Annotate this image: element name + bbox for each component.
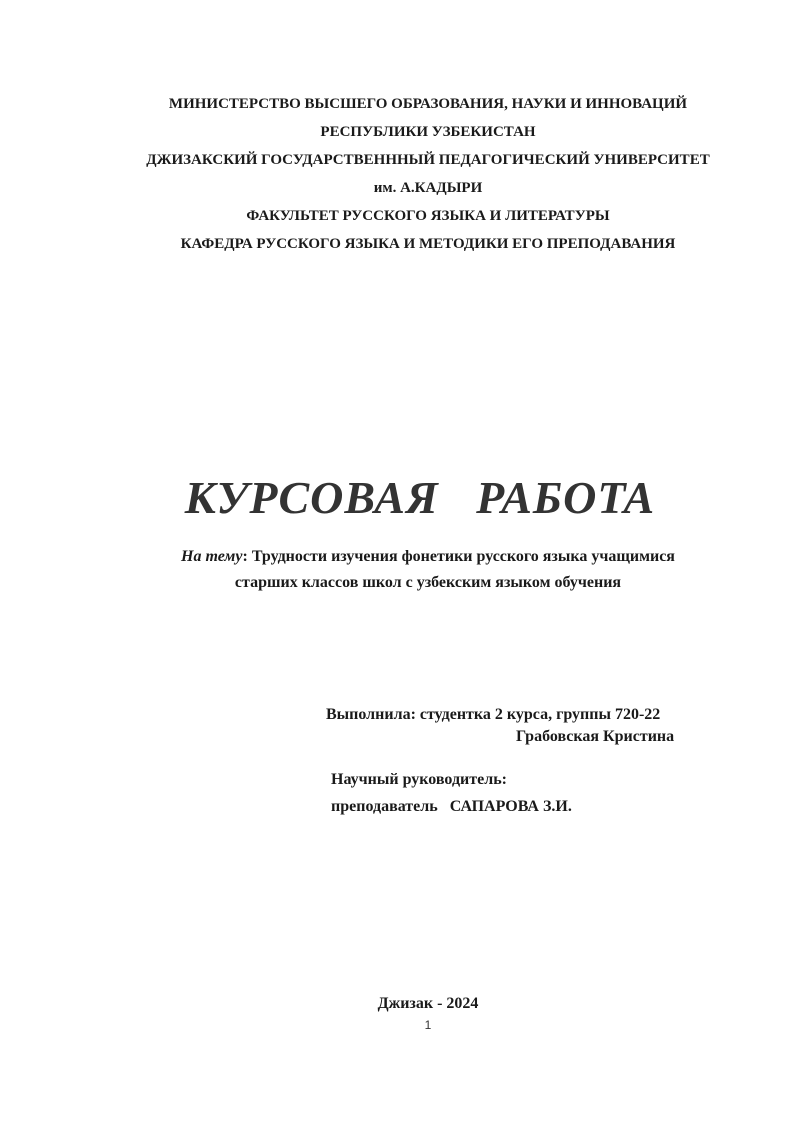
ministry-line: МИНИСТЕРСТВО ВЫСШЕГО ОБРАЗОВАНИЯ, НАУКИ И ИННОВАЦИЙ	[168, 96, 688, 112]
faculty-line: ФАКУЛЬТЕТ РУССКОГО ЯЗЫКА И ЛИТЕРАТУРЫ	[246, 208, 610, 224]
document-title: КУРСОВАЯ РАБОТА	[184, 472, 656, 523]
topic-text-1: : Трудности изучения фонетики русского языка учащимися	[242, 548, 675, 565]
author-line: Выполнила: студентка 2 курса, группы 720-22	[326, 706, 661, 723]
supervisor-label: Научный руководитель:	[331, 771, 507, 788]
author-name: Грабовская Кристина	[516, 728, 675, 745]
topic-line-2: старших классов школ с узбекским языком обучения	[234, 574, 622, 591]
university-name-line: им. А.КАДЫРИ	[373, 180, 483, 196]
supervisor-name: преподаватель САПАРОВА З.И.	[331, 798, 572, 815]
topic-prefix: На тему	[181, 548, 243, 565]
department-line: КАФЕДРА РУССКОГО ЯЗЫКА И МЕТОДИКИ ЕГО ПРЕПОДАВАНИЯ	[180, 236, 676, 252]
page-number: 1	[424, 1018, 432, 1032]
city-year: Джизак - 2024	[377, 995, 479, 1012]
republic-line: РЕСПУБЛИКИ УЗБЕКИСТАН	[320, 124, 536, 140]
topic-line-1	[0, 547, 800, 567]
university-line: ДЖИЗАКСКИЙ ГОСУДАРСТВЕНННЫЙ ПЕДАГОГИЧЕСКИЙ УНИВЕРСИТЕТ	[146, 152, 710, 168]
